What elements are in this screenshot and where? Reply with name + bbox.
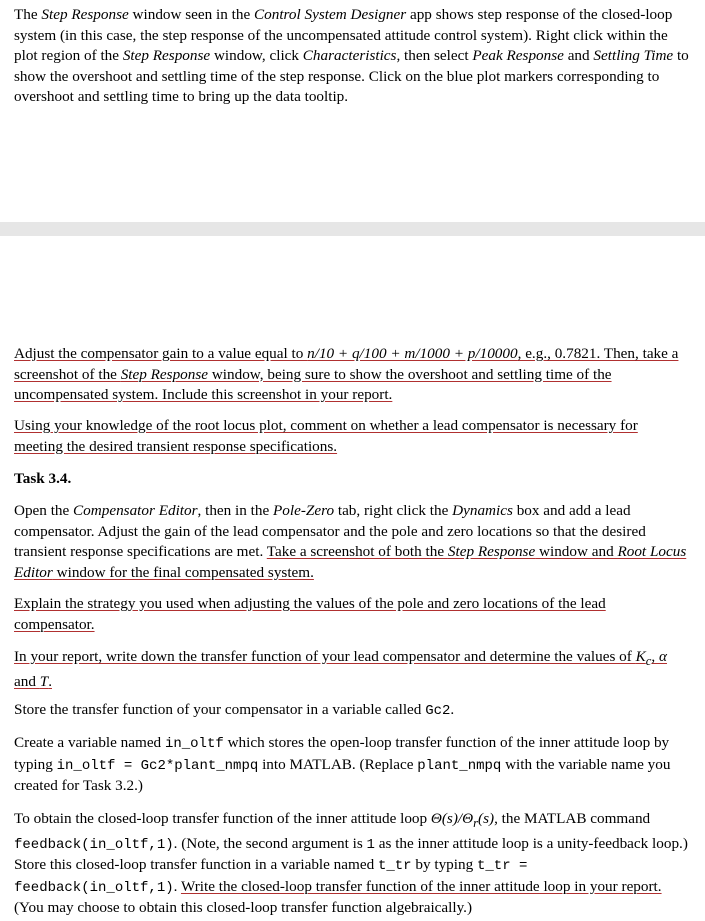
report-paragraph <box>14 647 690 692</box>
open-editor-paragraph <box>14 501 690 583</box>
text: The <box>14 6 42 23</box>
adjust-gain-paragraph <box>14 344 690 406</box>
text: . <box>173 877 181 895</box>
store-paragraph <box>14 700 690 722</box>
math-subscript: c <box>645 654 652 669</box>
text: To obtain the closed-loop transfer function of the inner attitude loop <box>14 810 431 827</box>
text: Adjust the compensator gain to a value equal to <box>14 345 308 362</box>
math-subscript: r <box>473 816 479 831</box>
explain-paragraph: Explain the strategy you used when adjusting the values of the pole and zero locations of the lead compensator. <box>14 595 606 633</box>
task-heading: Task 3.4. <box>14 470 72 487</box>
text: Peak Response <box>472 47 564 64</box>
text: with the variable name you created for Task 3.2.) <box>14 755 671 794</box>
text: and <box>14 672 40 690</box>
text: box and add a lead compensator. Adjust the gain of the lead compensator and the pole and zero locations so that the desired transient response specifications are met. <box>14 502 646 560</box>
text: tab, right click the <box>334 502 453 519</box>
text: . <box>450 701 455 718</box>
math-k: K <box>635 648 646 665</box>
create-variable-paragraph <box>14 733 690 797</box>
text: Compensator Editor <box>73 502 198 519</box>
text: , e.g., 0.7821. Then, take a screenshot of the <box>14 345 679 383</box>
gain-formula: n/10 + q/100 + m/1000 + p/10000 <box>307 345 518 362</box>
text: Step Response <box>41 6 129 23</box>
text: into MATLAB. (Replace <box>258 755 418 773</box>
math-s: (s) <box>478 810 495 827</box>
text: window for the final compensated system. <box>52 563 314 581</box>
text: Create a variable named <box>14 734 165 751</box>
root-locus-paragraph: Using your knowledge of the root locus plot, comment on whether a lead compensator is necessary for meeting the desired transient response specifications. <box>14 417 638 455</box>
code-t-tr: t_tr <box>377 858 412 875</box>
text: , the MATLAB command <box>494 810 651 827</box>
code-one: 1 <box>366 836 375 853</box>
math-alpha: α <box>659 648 667 665</box>
page-divider <box>0 222 705 236</box>
code-in-oltf: in_oltf <box>164 736 224 752</box>
code-assignment: in_oltf = Gc2*plant_nmpq <box>56 757 259 774</box>
text: (You may choose to obtain this closed-loop transfer function algebraically.) <box>14 899 473 917</box>
text: , then select <box>396 47 473 64</box>
text: Step Response <box>447 543 536 560</box>
text: window, being sure to show the overshoot and settling time of the uncompensated system. Include this screenshot in your report. <box>14 365 612 403</box>
text: Root Locus Editor <box>14 543 687 581</box>
text: Settling Time <box>593 47 674 64</box>
text: Open the <box>14 502 74 519</box>
text: Characteristics <box>302 47 397 64</box>
text: Dynamics <box>452 502 513 519</box>
text: , <box>651 648 659 665</box>
text: window and <box>535 543 618 560</box>
text: In your report, write down the transfer function of your lead compensator and determine the values of <box>14 648 636 665</box>
code-feedback: feedback(in_oltf,1) <box>14 836 174 853</box>
math-theta-ratio: Θ(s)/Θ <box>430 810 474 827</box>
text: Take a screenshot of both the <box>266 543 448 560</box>
text: Step Response <box>120 365 209 383</box>
text: by typing <box>411 856 477 874</box>
code-plant-nmpq: plant_nmpq <box>417 757 502 774</box>
text: and <box>563 47 594 64</box>
text: window, click <box>210 47 303 64</box>
text: Store the transfer function of your compensator in a variable called <box>14 701 426 718</box>
write-instruction: Write the closed-loop transfer function of the inner attitude loop in your report. <box>180 877 662 895</box>
text: . (Note, the second argument is <box>173 834 367 852</box>
code-feedback-assignment: t_tr = feedback(in_oltf,1) <box>14 858 528 896</box>
text: as the inner attitude loop is a unity-feedback loop.) Store this closed-loop transfer function in a variable named <box>14 834 688 874</box>
text: , then in the <box>197 502 274 519</box>
text: Step Response <box>122 47 211 64</box>
code-gc2: Gc2 <box>425 703 451 719</box>
text: app shows step response of the closed-loop system (in this case, the step response of the uncompensated attitude control system). Right click within the plot region of the <box>14 6 673 64</box>
text: Pole-Zero <box>273 502 335 519</box>
report-instruction <box>14 648 667 690</box>
text: to show the overshoot and settling time of the step response. Click on the blue plot markers corresponding to overshoot and settling time to bring up the data tooltip. <box>14 47 689 105</box>
text: Control System Designer <box>254 6 407 23</box>
intro-paragraph <box>14 5 690 108</box>
closed-loop-paragraph <box>14 809 690 919</box>
text: which stores the open-loop transfer function of the inner attitude loop by typing <box>14 734 670 773</box>
text: window seen in the <box>128 6 255 23</box>
text: . <box>48 672 52 690</box>
math-t: T <box>39 672 49 690</box>
